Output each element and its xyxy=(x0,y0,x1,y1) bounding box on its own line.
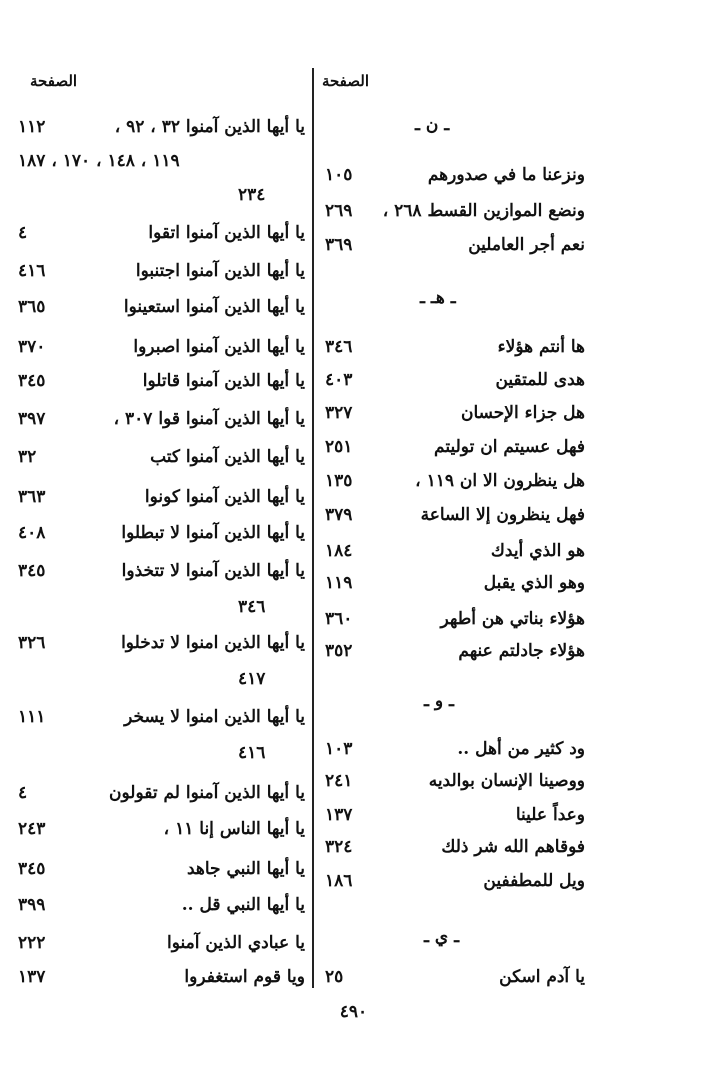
index-entry xyxy=(325,365,585,395)
index-entry xyxy=(18,332,305,362)
entry-label: هؤلاء جادلتم عنهم xyxy=(458,641,585,661)
index-entry xyxy=(18,218,305,248)
entry-label: يا أيها الذين آمنوا لا تبطلوا xyxy=(121,523,305,543)
entry-label: يا أيها الذين آمنوا اتقوا xyxy=(148,223,305,243)
index-entry xyxy=(325,866,585,896)
entry-label: يا أيها الذين آمنوا كتب xyxy=(150,447,305,467)
entry-label: يا أيها الذين آمنوا استعينوا xyxy=(123,297,305,317)
entry-label: ويا قوم استغفروا xyxy=(184,967,305,987)
index-entry xyxy=(18,112,305,142)
entry-pages: ٣٩٩ xyxy=(18,895,46,915)
index-entry xyxy=(325,800,585,830)
entry-label: هل جزاء الإحسان xyxy=(460,403,585,423)
entry-label: يا أيها الذين آمنوا اصبروا xyxy=(133,337,305,357)
left-column-header: الصفحة xyxy=(30,72,78,90)
entry-pages: ٣٧٩ xyxy=(325,505,353,525)
entry-label: يا أيها الذين امنوا لا تدخلوا xyxy=(121,633,305,653)
entry-label: هو الذي أيدك xyxy=(490,541,585,561)
entry-pages: ٣٦٠ xyxy=(325,609,353,629)
index-entry xyxy=(18,366,305,396)
entry-pages: ١١٩ xyxy=(325,573,353,593)
entry-continuation: ٤١٦ xyxy=(238,743,266,763)
entry-pages: ٤ xyxy=(18,783,28,803)
index-entry xyxy=(325,604,585,634)
entry-pages: ٣٢ xyxy=(18,447,37,467)
index-entry xyxy=(18,854,305,884)
entry-pages: ٣٦٩ xyxy=(325,235,353,255)
entry-continuation: ١١٩ ، ١٤٨ ، ١٧٠ ، ١٨٧ xyxy=(18,151,180,171)
entry-pages: ٣٢٧ xyxy=(325,403,353,423)
entry-label: فهل عسيتم ان توليتم xyxy=(434,437,585,457)
entry-label: هؤلاء بناتي هن أطهر xyxy=(440,609,585,629)
entry-pages: ١١٢ xyxy=(18,117,46,137)
index-entry xyxy=(18,404,305,434)
index-entry xyxy=(18,702,305,732)
entry-pages: ٤٠٣ xyxy=(325,370,353,390)
index-entry xyxy=(325,398,585,428)
entry-pages: ١٣٥ xyxy=(325,471,353,491)
index-entry xyxy=(325,766,585,796)
section-ya: ـ ي ـ xyxy=(424,927,460,947)
entry-pages: ٣٥٢ xyxy=(325,641,353,661)
entry-pages: ١٠٥ xyxy=(325,165,353,185)
index-entry xyxy=(325,432,585,462)
entry-label: هل ينظرون الا ان ١١٩ ، xyxy=(415,471,585,491)
index-entry xyxy=(18,890,305,920)
entry-label: يا آدم اسكن xyxy=(499,967,585,987)
index-entry xyxy=(18,628,305,658)
entry-pages: ٢٥١ xyxy=(325,437,353,457)
index-entry xyxy=(18,778,305,808)
entry-pages: ٢٤١ xyxy=(325,771,353,791)
entry-label: نعم أجر العاملين xyxy=(468,235,585,255)
section-nun: ـ ن ـ xyxy=(415,115,450,135)
entry-label: يا أيها الناس إنا ١١ ، xyxy=(163,819,305,839)
entry-label: وهو الذي يقبل xyxy=(483,573,585,593)
index-entry xyxy=(18,928,305,958)
index-entry xyxy=(325,734,585,764)
entry-label: ويل للمطففين xyxy=(483,871,585,891)
entry-label: فوقاهم الله شر ذلك xyxy=(441,837,585,857)
index-entry xyxy=(325,568,585,598)
index-entry xyxy=(325,962,585,992)
entry-label: يا أيها الذين آمنوا قاتلوا xyxy=(142,371,305,391)
entry-label: يا أيها النبي جاهد xyxy=(186,859,305,879)
entry-pages: ٣٤٥ xyxy=(18,859,46,879)
index-entry xyxy=(325,832,585,862)
entry-label: ونضع الموازين القسط ٢٦٨ ، xyxy=(382,201,585,221)
index-entry xyxy=(18,814,305,844)
index-entry xyxy=(18,482,305,512)
entry-pages: ٣٤٥ xyxy=(18,561,46,581)
entry-pages: ١٠٣ xyxy=(325,739,353,759)
right-column-header: الصفحة xyxy=(321,72,369,90)
index-entry xyxy=(18,292,305,322)
entry-label: يا عبادي الذين آمنوا xyxy=(167,933,305,953)
index-entry xyxy=(18,256,305,286)
entry-label: ود كثير من أهل .. xyxy=(457,739,585,759)
entry-pages: ٣٦٥ xyxy=(18,297,46,317)
entry-pages: ٢٤٣ xyxy=(18,819,46,839)
entry-label: وعداً علينا xyxy=(515,805,585,825)
entry-pages: ٣٦٣ xyxy=(18,487,46,507)
entry-label: يا أيها الذين آمنوا قوا ٣٠٧ ، xyxy=(113,409,305,429)
entry-pages: ٣٧٠ xyxy=(18,337,46,357)
entry-continuation: ٢٣٤ xyxy=(238,185,266,205)
entry-label: ونزعنا ما في صدورهم xyxy=(427,165,585,185)
entry-label: يا أيها الذين امنوا لا يسخر xyxy=(124,707,305,727)
entry-pages: ٣٩٧ xyxy=(18,409,46,429)
index-entry xyxy=(18,962,305,992)
index-entry xyxy=(18,442,305,472)
entry-label: هدى للمتقين xyxy=(495,370,585,390)
entry-pages: ١١١ xyxy=(18,707,46,727)
entry-continuation: ٤١٧ xyxy=(238,669,266,689)
entry-pages: ٣٤٥ xyxy=(18,371,46,391)
entry-label: يا أيها الذين آمنوا كونوا xyxy=(144,487,305,507)
entry-label: يا أيها الذين آمنوا اجتنبوا xyxy=(135,261,305,281)
entry-continuation: ٣٤٦ xyxy=(238,597,266,617)
section-ha: ـ هـ ـ xyxy=(420,288,456,308)
page-number: ٤٩٠ xyxy=(339,1002,368,1022)
entry-pages: ٣٢٦ xyxy=(18,633,46,653)
entry-pages: ٤٠٨ xyxy=(18,523,46,543)
index-entry xyxy=(325,230,585,260)
entry-pages: ٤ xyxy=(18,223,28,243)
entry-label: يا أيها النبي قل .. xyxy=(181,895,305,915)
entry-pages: ٣٤٦ xyxy=(325,337,353,357)
entry-pages: ١٣٧ xyxy=(18,967,46,987)
entry-label: ووصينا الإنسان بوالديه xyxy=(428,771,585,791)
index-entry xyxy=(18,556,305,586)
index-entry xyxy=(325,636,585,666)
entry-pages: ١٨٦ xyxy=(325,871,353,891)
index-entry xyxy=(325,536,585,566)
entry-pages: ٢٥ xyxy=(325,967,344,987)
index-entry xyxy=(325,500,585,530)
index-entry xyxy=(18,518,305,548)
column-divider xyxy=(312,68,314,988)
index-entry xyxy=(325,332,585,362)
index-entry xyxy=(325,196,585,226)
entry-pages: ٢٢٢ xyxy=(18,933,46,953)
index-entry xyxy=(325,160,585,190)
entry-pages: ١٣٧ xyxy=(325,805,353,825)
entry-label: يا أيها الذين آمنوا لم تقولون xyxy=(109,783,305,803)
entry-pages: ١٨٤ xyxy=(325,541,353,561)
entry-label: يا أيها الذين آمنوا ٣٢ ، ٩٢ ، xyxy=(114,117,305,137)
section-waw: ـ و ـ xyxy=(424,691,455,711)
entry-label: فهل ينظرون إلا الساعة xyxy=(420,505,585,525)
index-entry xyxy=(325,466,585,496)
entry-label: ها أنتم هؤلاء xyxy=(497,337,585,357)
entry-pages: ٤١٦ xyxy=(18,261,46,281)
entry-pages: ٣٢٤ xyxy=(325,837,353,857)
entry-label: يا أيها الذين آمنوا لا تتخذوا xyxy=(121,561,305,581)
entry-pages: ٢٦٩ xyxy=(325,201,353,221)
